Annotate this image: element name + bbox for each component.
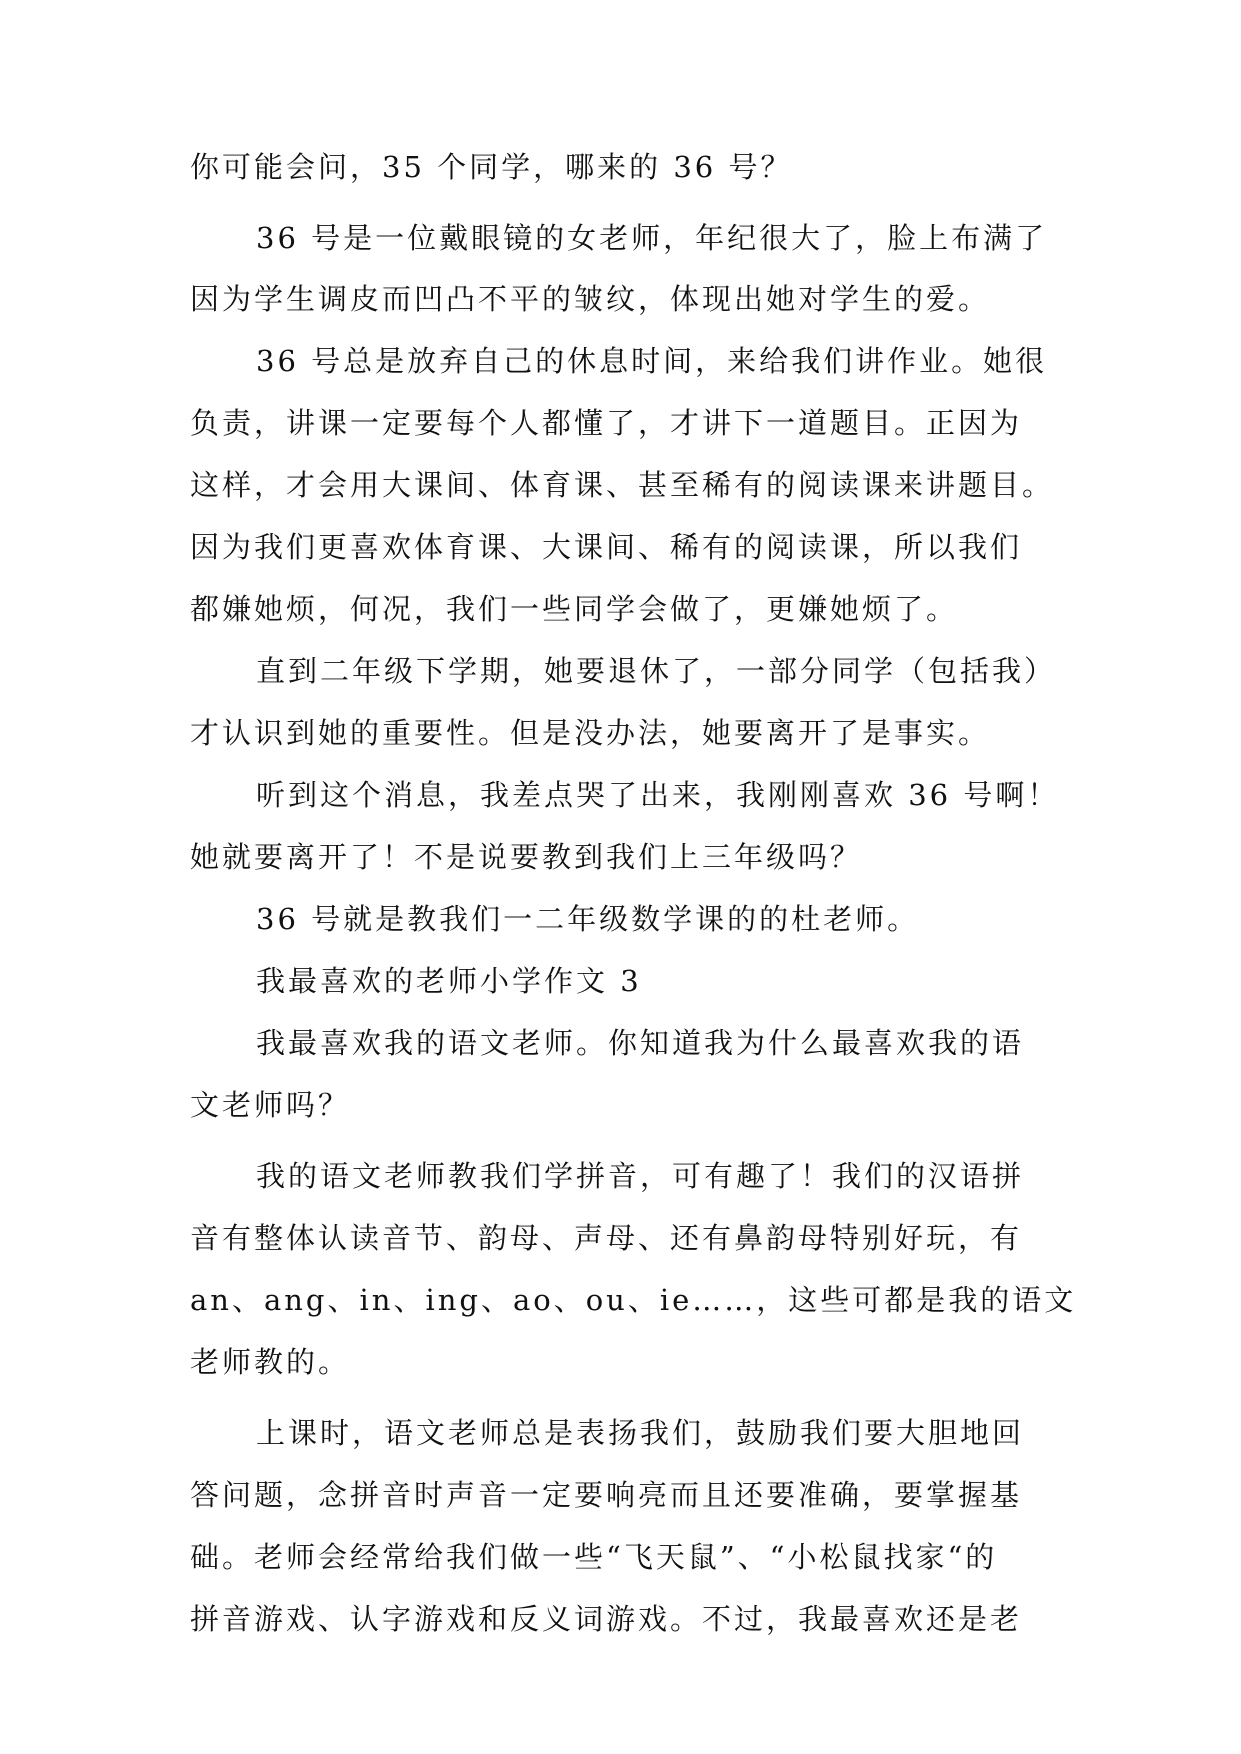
text-line: 都嫌她烦，何况，我们一些同学会做了，更嫌她烦了。 xyxy=(190,592,959,626)
text-line: 她就要离开了！不是说要教到我们上三年级吗？ xyxy=(190,840,863,874)
text-line: 36 号是一位戴眼镜的女老师，年纪很大了，脸上布满了 xyxy=(256,221,1048,255)
text-line: 答问题，念拼音时声音一定要响亮而且还要准确，要掌握基 xyxy=(190,1478,1023,1512)
text-line: 老师教的。 xyxy=(190,1345,351,1379)
text-line: 拼音游戏、认字游戏和反义词游戏。不过，我最喜欢还是老 xyxy=(190,1602,1023,1636)
text-line: 36 号总是放弃自己的休息时间，来给我们讲作业。她很 xyxy=(256,344,1048,378)
text-line: 36 号就是教我们一二年级数学课的的杜老师。 xyxy=(256,902,920,936)
text-line: 因为学生调皮而凹凸不平的皱纹，体现出她对学生的爱。 xyxy=(190,282,991,316)
text-line: 负责，讲课一定要每个人都懂了，才讲下一道题目。正因为 xyxy=(190,406,1023,440)
text-line: 础。老师会经常给我们做一些“飞天鼠”、“小松鼠找家“的 xyxy=(190,1540,998,1574)
text-line: 我的语文老师教我们学拼音，可有趣了！我们的汉语拼 xyxy=(256,1159,1025,1193)
text-line: 我最喜欢我的语文老师。你知道我为什么最喜欢我的语 xyxy=(256,1026,1025,1060)
text-line: 你可能会问，35 个同学，哪来的 36 号？ xyxy=(190,150,793,184)
text-line: 因为我们更喜欢体育课、大课间、稀有的阅读课，所以我们 xyxy=(190,530,1023,564)
text-line: an、ang、in、ing、ao、ou、ie……，这些可都是我的语文 xyxy=(190,1283,1077,1317)
text-line: 才认识到她的重要性。但是没办法，她要离开了是事实。 xyxy=(190,716,991,750)
section-title: 我最喜欢的老师小学作文 3 xyxy=(256,964,642,998)
text-line: 音有整体认读音节、韵母、声母、还有鼻韵母特别好玩，有 xyxy=(190,1221,1023,1255)
text-line: 直到二年级下学期，她要退休了，一部分同学（包括我） xyxy=(256,654,1057,688)
text-line: 听到这个消息，我差点哭了出来，我刚刚喜欢 36 号啊！ xyxy=(256,778,1060,812)
text-line: 文老师吗？ xyxy=(190,1088,351,1122)
text-line: 这样，才会用大课间、体育课、甚至稀有的阅读课来讲题目。 xyxy=(190,468,1055,502)
text-line: 上课时，语文老师总是表扬我们，鼓励我们要大胆地回 xyxy=(256,1416,1025,1450)
